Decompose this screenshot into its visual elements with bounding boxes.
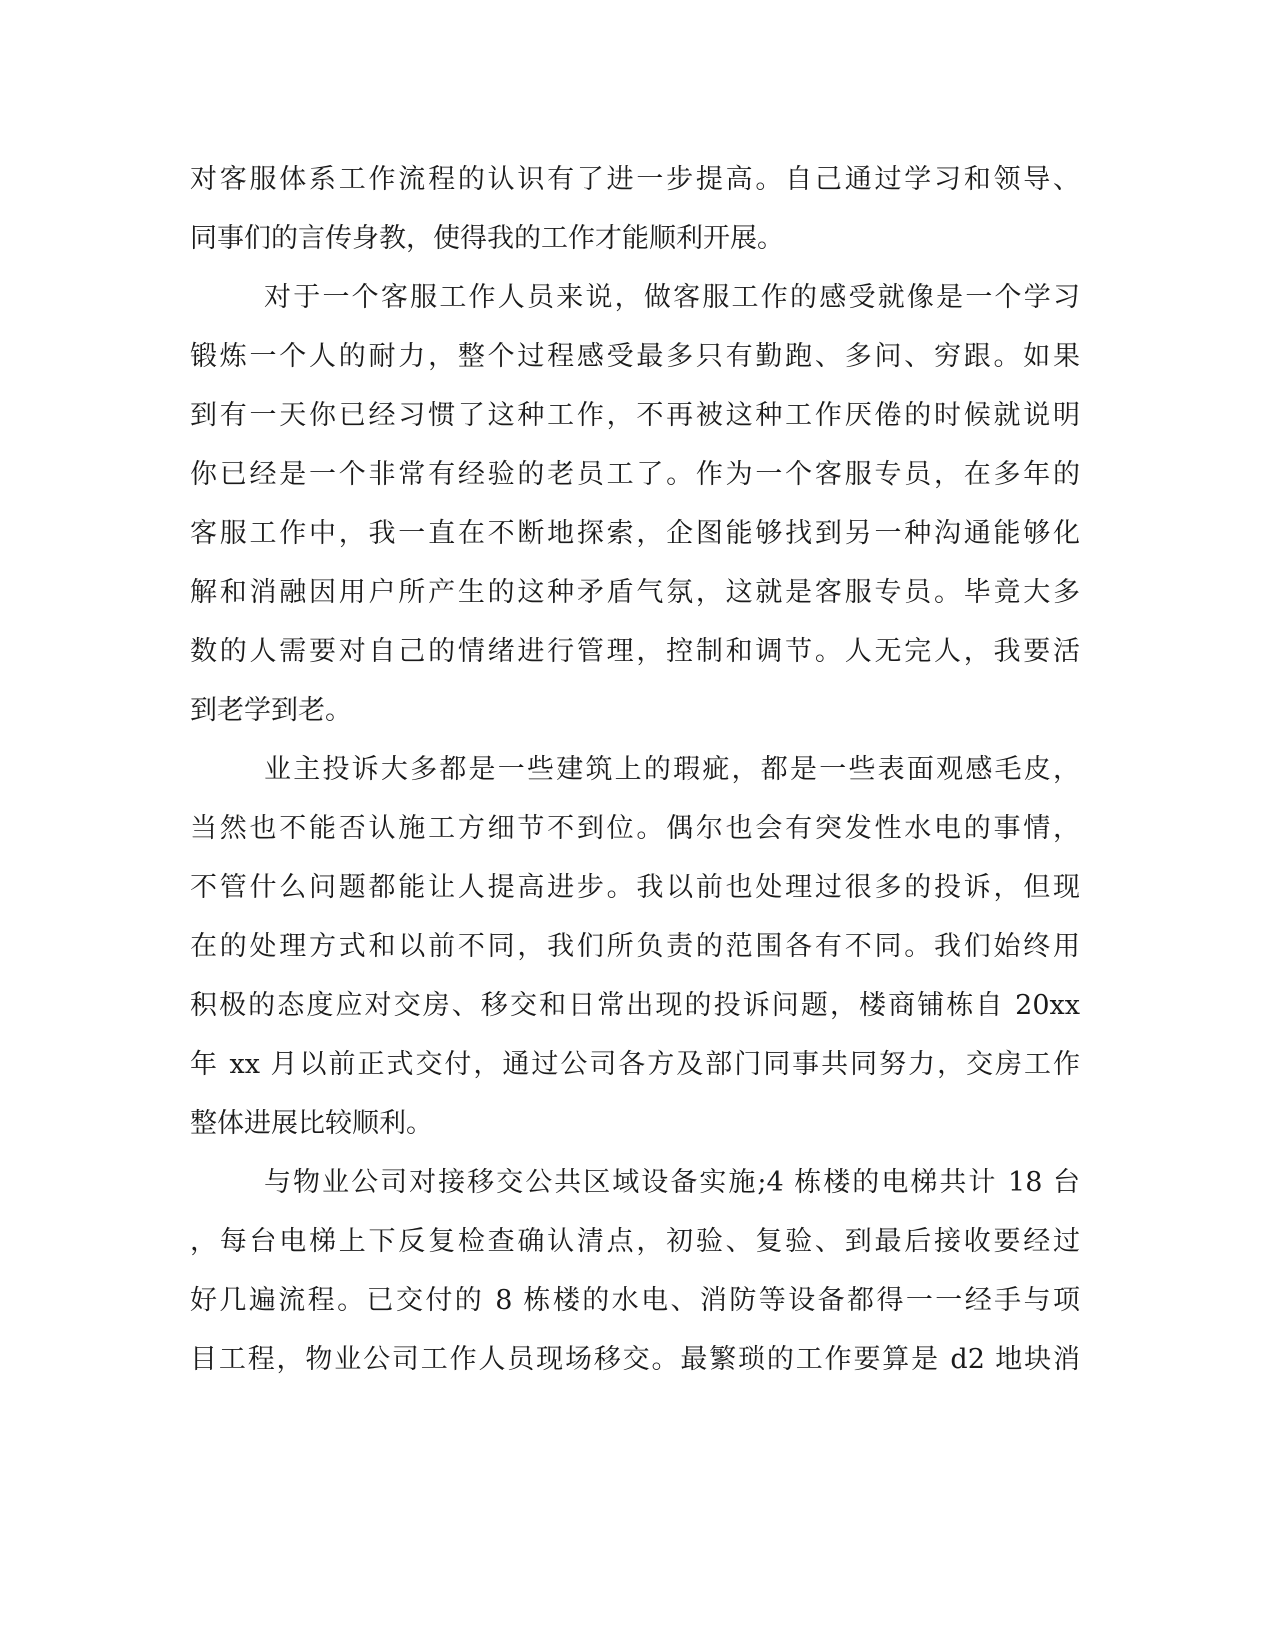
text-line: 积极的态度应对交房、移交和日常出现的投诉问题，楼商铺栋自 20xx bbox=[190, 990, 1080, 1021]
text-line: 解和消融因用户所产生的这种矛盾气氛，这就是客服专员。毕竟大多 bbox=[190, 577, 1080, 608]
text-line: 锻炼一个人的耐力，整个过程感受最多只有勤跑、多问、穷跟。如果 bbox=[190, 341, 1080, 372]
paragraph-first-line: 对于一个客服工作人员来说，做客服工作的感受就像是一个学习 bbox=[264, 282, 1080, 313]
text-line: 目工程，物业公司工作人员现场移交。最繁琐的工作要算是 d2 地块消 bbox=[190, 1344, 1080, 1375]
text-line: 同事们的言传身教，使得我的工作才能顺利开展。 bbox=[190, 223, 784, 254]
text-line: 整体进展比较顺利。 bbox=[190, 1108, 433, 1139]
text-line: ，每台电梯上下反复检查确认清点，初验、复验、到最后接收要经过 bbox=[190, 1226, 1080, 1257]
text-line: 对客服体系工作流程的认识有了进一步提高。自己通过学习和领导、 bbox=[190, 164, 1080, 195]
text-line: 当然也不能否认施工方细节不到位。偶尔也会有突发性水电的事情， bbox=[190, 813, 1080, 844]
text-line: 年 xx 月以前正式交付，通过公司各方及部门同事共同努力，交房工作 bbox=[190, 1049, 1080, 1080]
text-line: 到老学到老。 bbox=[190, 695, 352, 726]
text-line: 在的处理方式和以前不同，我们所负责的范围各有不同。我们始终用 bbox=[190, 931, 1080, 962]
text-line: 到有一天你已经习惯了这种工作，不再被这种工作厌倦的时候就说明 bbox=[190, 400, 1080, 431]
text-line: 客服工作中，我一直在不断地探索，企图能够找到另一种沟通能够化 bbox=[190, 518, 1080, 549]
text-line: 你已经是一个非常有经验的老员工了。作为一个客服专员，在多年的 bbox=[190, 459, 1080, 490]
text-line: 好几遍流程。已交付的 8 栋楼的水电、消防等设备都得一一经手与项 bbox=[190, 1285, 1080, 1316]
paragraph-first-line: 业主投诉大多都是一些建筑上的瑕疵，都是一些表面观感毛皮， bbox=[264, 754, 1080, 785]
text-line: 数的人需要对自己的情绪进行管理，控制和调节。人无完人，我要活 bbox=[190, 636, 1080, 667]
text-line: 不管什么问题都能让人提高进步。我以前也处理过很多的投诉，但现 bbox=[190, 872, 1080, 903]
paragraph-first-line: 与物业公司对接移交公共区域设备实施;4 栋楼的电梯共计 18 台 bbox=[264, 1167, 1080, 1198]
